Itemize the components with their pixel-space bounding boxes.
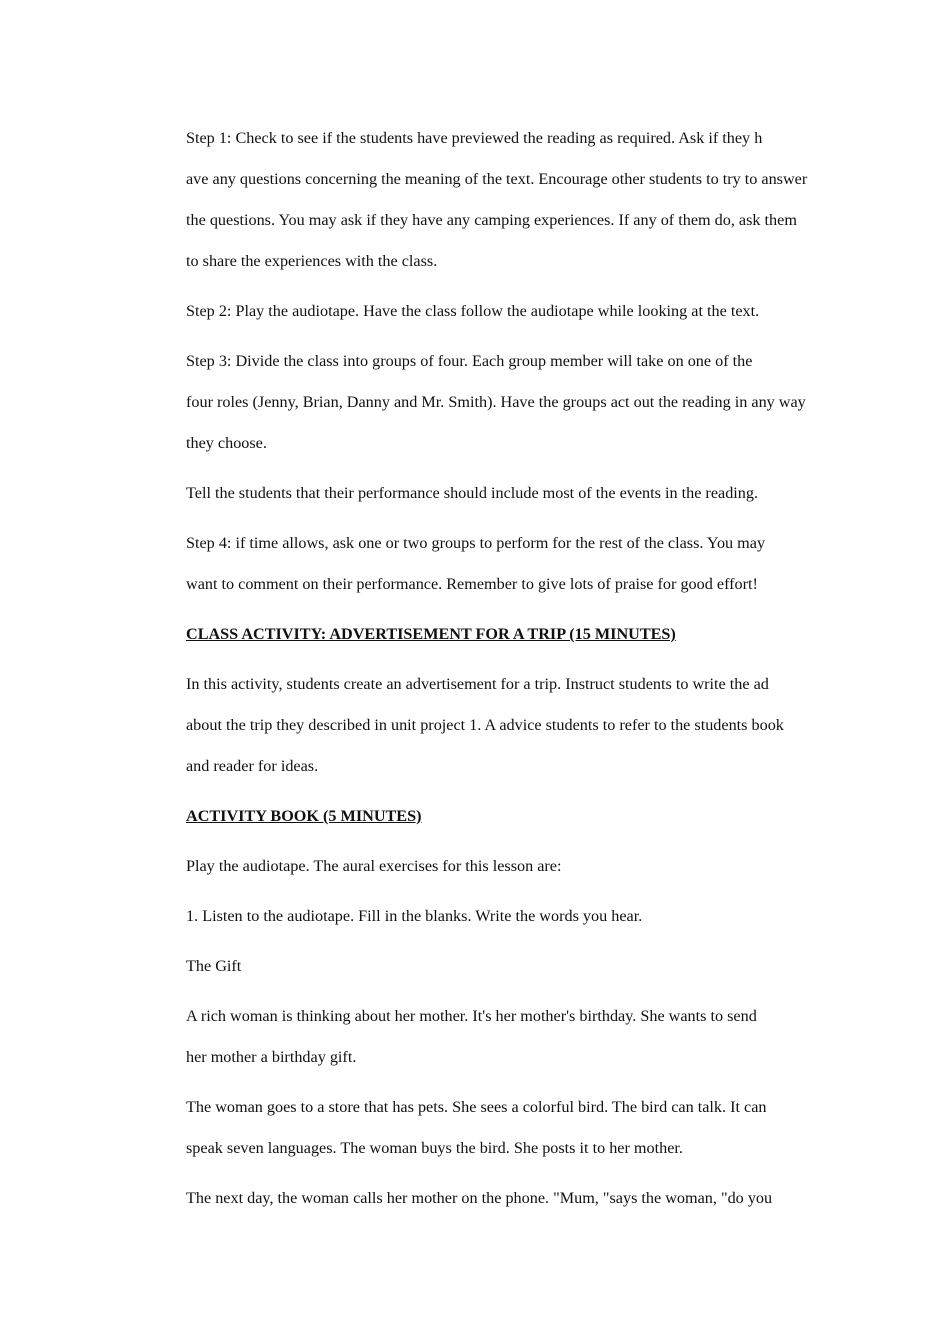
text-line: CLASS ACTIVITY: ADVERTISEMENT FOR A TRIP (15 MINUTES) (186, 625, 676, 643)
text-line: to share the experiences with the class. (186, 252, 438, 270)
text-line: speak seven languages. The woman buys the bird. She posts it to her mother. (186, 1139, 683, 1157)
text-line: The next day, the woman calls her mother on the phone. "Mum, "says the woman, "do you (186, 1189, 773, 1207)
text-line: ave any questions concerning the meaning of the text. Encourage other students to try to answer (186, 170, 808, 188)
text-line: Step 3: Divide the class into groups of four. Each group member will take on one of the (186, 352, 753, 370)
paragraph (152, 1178, 797, 1219)
section-heading (152, 614, 797, 655)
text-line: The woman goes to a store that has pets. She sees a colorful bird. The bird can talk. It can (186, 1098, 767, 1116)
text-line: The Gift (186, 957, 242, 975)
paragraph (152, 291, 797, 332)
paragraph (152, 896, 797, 937)
section-heading (152, 796, 797, 837)
text-line: they choose. (186, 434, 267, 452)
paragraph (152, 846, 797, 887)
paragraph (152, 341, 806, 464)
paragraph (152, 1087, 797, 1169)
text-line: A rich woman is thinking about her mother. It's her mother's birthday. She wants to send (186, 1007, 757, 1025)
text-line: Step 2: Play the audiotape. Have the class follow the audiotape while looking at the text. (186, 302, 760, 320)
text-line: Play the audiotape. The aural exercises for this lesson are: (186, 857, 562, 875)
text-line: Step 4: if time allows, ask one or two groups to perform for the rest of the class. You may (186, 534, 766, 552)
document-body (152, 118, 808, 1228)
text-line: the questions. You may ask if they have any camping experiences. If any of them do, ask them (186, 211, 797, 229)
paragraph (152, 118, 808, 282)
text-line: four roles (Jenny, Brian, Danny and Mr. Smith). Have the groups act out the reading in any way (186, 393, 806, 411)
text-line: her mother a birthday gift. (186, 1048, 357, 1066)
text-line: ACTIVITY BOOK (5 MINUTES) (186, 807, 422, 825)
paragraph (152, 473, 797, 514)
text-line: Tell the students that their performance should include most of the events in the reading. (186, 484, 759, 502)
text-line: In this activity, students create an advertisement for a trip. Instruct students to write the ad (186, 675, 769, 693)
text-line: Step 1: Check to see if the students have previewed the reading as required. Ask if they h (186, 129, 763, 147)
paragraph (152, 523, 797, 605)
text-line: 1. Listen to the audiotape. Fill in the blanks. Write the words you hear. (186, 907, 643, 925)
text-line: about the trip they described in unit project 1. A advice students to refer to the students book (186, 716, 784, 734)
text-line: and reader for ideas. (186, 757, 319, 775)
text-line: want to comment on their performance. Remember to give lots of praise for good effort! (186, 575, 758, 593)
paragraph (152, 664, 797, 787)
paragraph (152, 996, 797, 1078)
paragraph (152, 946, 797, 987)
